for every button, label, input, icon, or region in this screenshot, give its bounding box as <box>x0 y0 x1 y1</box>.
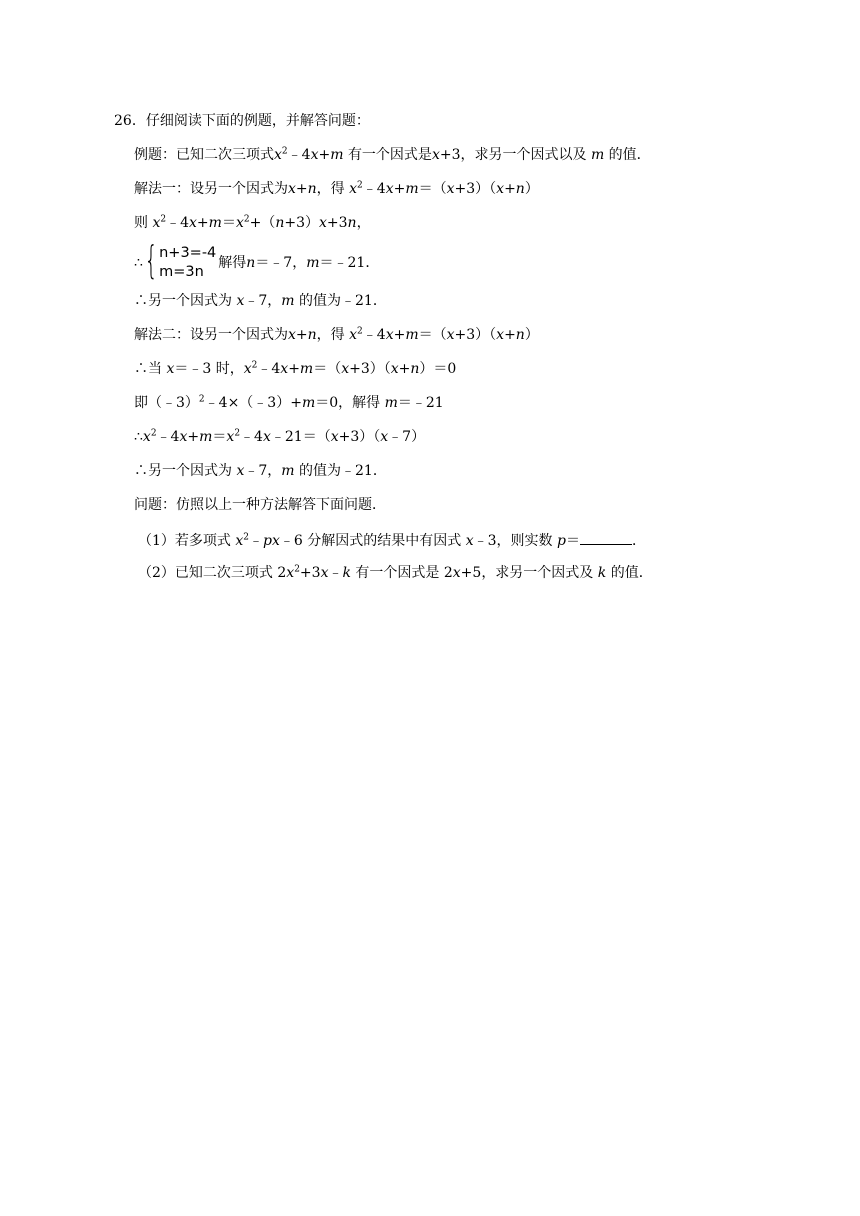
problem-part-1: （1）若多项式 $x^2﹣px﹣6$ 分解因式的结果中有因式 x﹣3，则实数 p＝ ． <box>138 530 646 550</box>
question-number: 26 <box>114 113 132 129</box>
example-line: 例题：已知二次三项式$x^2﹣4x+m$ 有一个因式是x+3，求另一个因式以及 m 的值． <box>134 146 651 163</box>
question-title-text: 仔细阅读下面的例题，并解答问题： <box>145 113 370 129</box>
answer-blank[interactable] <box>580 530 632 545</box>
method2-evaluate: 即（﹣3）$^2$﹣4×（﹣3）+m＝0，解得 m＝﹣21 <box>134 394 444 411</box>
method1-setup: 解法一：设另一个因式为x+n，得 $x^2﹣4x+m=(x+3)(x+n)$ <box>134 180 539 197</box>
method1-conclusion: ∴另一个因式为 x﹣7，m 的值为﹣21． <box>134 293 387 309</box>
equation-system <box>143 238 217 282</box>
method2-setup: 解法二：设另一个因式为x+n，得 $x^2﹣4x+m=(x+3)(x+n)$ <box>134 326 539 343</box>
method2-conclusion: ∴另一个因式为 x﹣7，m 的值为﹣21． <box>134 463 387 479</box>
method2-factor: $\therefore x^2﹣4x+m=x^2﹣4x﹣21=(x+3)(x﹣7)$ <box>134 428 426 445</box>
system-equation-1: n+3=-4 <box>159 245 217 261</box>
method1-expand: 则 $x^2﹣4x+m=x^2+(n+3)x+3n$， <box>134 214 371 231</box>
question-title: 26．仔细阅读下面的例题，并解答问题： <box>114 113 370 129</box>
problem-part-2: （2）已知二次三项式 $2x^2+3x﹣k$ 有一个因式是 2x+5，求另一个因式及 k 的值． <box>138 564 653 581</box>
method1-system-line: ∴{ n+3=-4 m=3n 解得n＝﹣7，m＝﹣21． <box>134 238 380 282</box>
problem-intro: 问题：仿照以上一种方法解答下面问题． <box>134 497 386 513</box>
system-equation-2: m=3n <box>159 264 204 280</box>
left-brace: { <box>144 238 158 282</box>
method2-substitute: ∴当 x＝﹣3 时，$x^2﹣4x+m=(x+3)(x+n)=0$ <box>134 360 457 377</box>
therefore-symbol: ∴ <box>134 255 143 271</box>
